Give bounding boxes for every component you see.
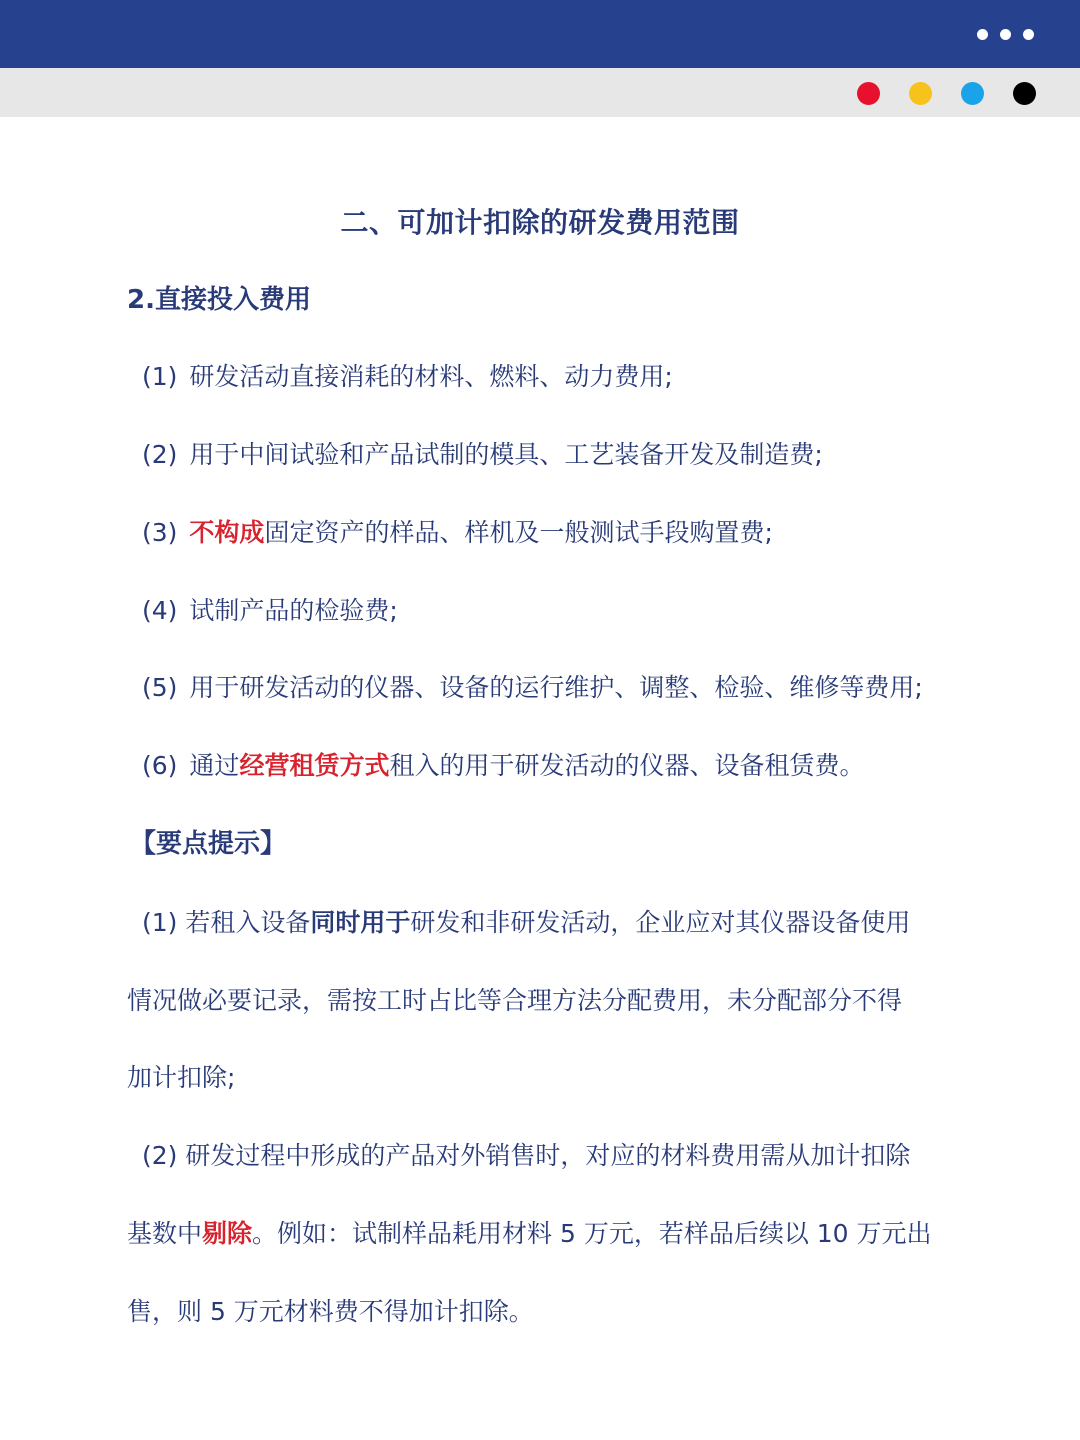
- item-highlight: 经营租赁方式: [239, 751, 390, 780]
- menu-dot: [1000, 29, 1011, 40]
- tip-highlight: 剔除: [202, 1219, 253, 1248]
- page-title: 二、可加计扣除的研发费用范围: [340, 206, 740, 239]
- tip-line: [142, 903, 910, 939]
- top-bar: [0, 0, 1080, 68]
- tip-line: (2) 研发过程中形成的产品对外销售时，对应的材料费用需从加计扣除: [142, 1141, 911, 1170]
- list-item: [142, 746, 864, 782]
- yellow-dot-icon: [909, 82, 932, 105]
- item-number: (6): [142, 751, 178, 780]
- list-item: [142, 668, 923, 704]
- blue-dot-icon: [961, 82, 984, 105]
- item-text: 试制产品的检验费;: [189, 596, 398, 625]
- item-text-pre: 通过: [189, 751, 240, 780]
- menu-dot: [977, 29, 988, 40]
- tip-text: 研发和非研发活动，企业应对其仪器设备使用: [410, 908, 911, 937]
- item-highlight: 不构成: [189, 518, 265, 547]
- list-item: [142, 513, 773, 549]
- item-text: 用于中间试验和产品试制的模具、工艺装备开发及制造费;: [189, 440, 823, 469]
- tip-line: 情况做必要记录，需按工时占比等合理方法分配费用，未分配部分不得: [127, 986, 903, 1015]
- color-bar: [0, 68, 1080, 117]
- list-item: [142, 435, 823, 471]
- item-number: (4): [142, 596, 178, 625]
- red-dot-icon: [857, 82, 880, 105]
- list-item: [142, 357, 673, 393]
- section-heading: 2.直接投入费用: [127, 285, 311, 315]
- item-number: (5): [142, 673, 178, 702]
- item-text: 用于研发活动的仪器、设备的运行维护、调整、检验、维修等费用;: [189, 673, 923, 702]
- item-text: 研发活动直接消耗的材料、燃料、动力费用;: [189, 362, 673, 391]
- tip-text: (1) 若租入设备: [142, 908, 311, 937]
- color-dots: [857, 82, 1036, 105]
- tip-line: [127, 1214, 932, 1250]
- list-item: [142, 591, 398, 627]
- tip-text: 基数中: [127, 1219, 203, 1248]
- menu-dot: [1023, 29, 1034, 40]
- tips-heading: 【要点提示】: [130, 829, 287, 859]
- tip-line: 售，则 5 万元材料费不得加计扣除。: [127, 1297, 534, 1326]
- more-dots-icon[interactable]: [977, 29, 1034, 40]
- tip-text: 。例如：试制样品耗用材料 5 万元，若样品后续以 10 万元出: [252, 1219, 932, 1248]
- item-text: 固定资产的样品、样机及一般测试手段购置费;: [264, 518, 773, 547]
- item-number: (2): [142, 440, 178, 469]
- item-number: (3): [142, 518, 178, 547]
- tip-bold: 同时用于: [310, 908, 411, 937]
- black-dot-icon: [1013, 82, 1036, 105]
- item-number: (1): [142, 362, 178, 391]
- tip-line: 加计扣除;: [127, 1063, 236, 1092]
- item-text: 租入的用于研发活动的仪器、设备租赁费。: [389, 751, 865, 780]
